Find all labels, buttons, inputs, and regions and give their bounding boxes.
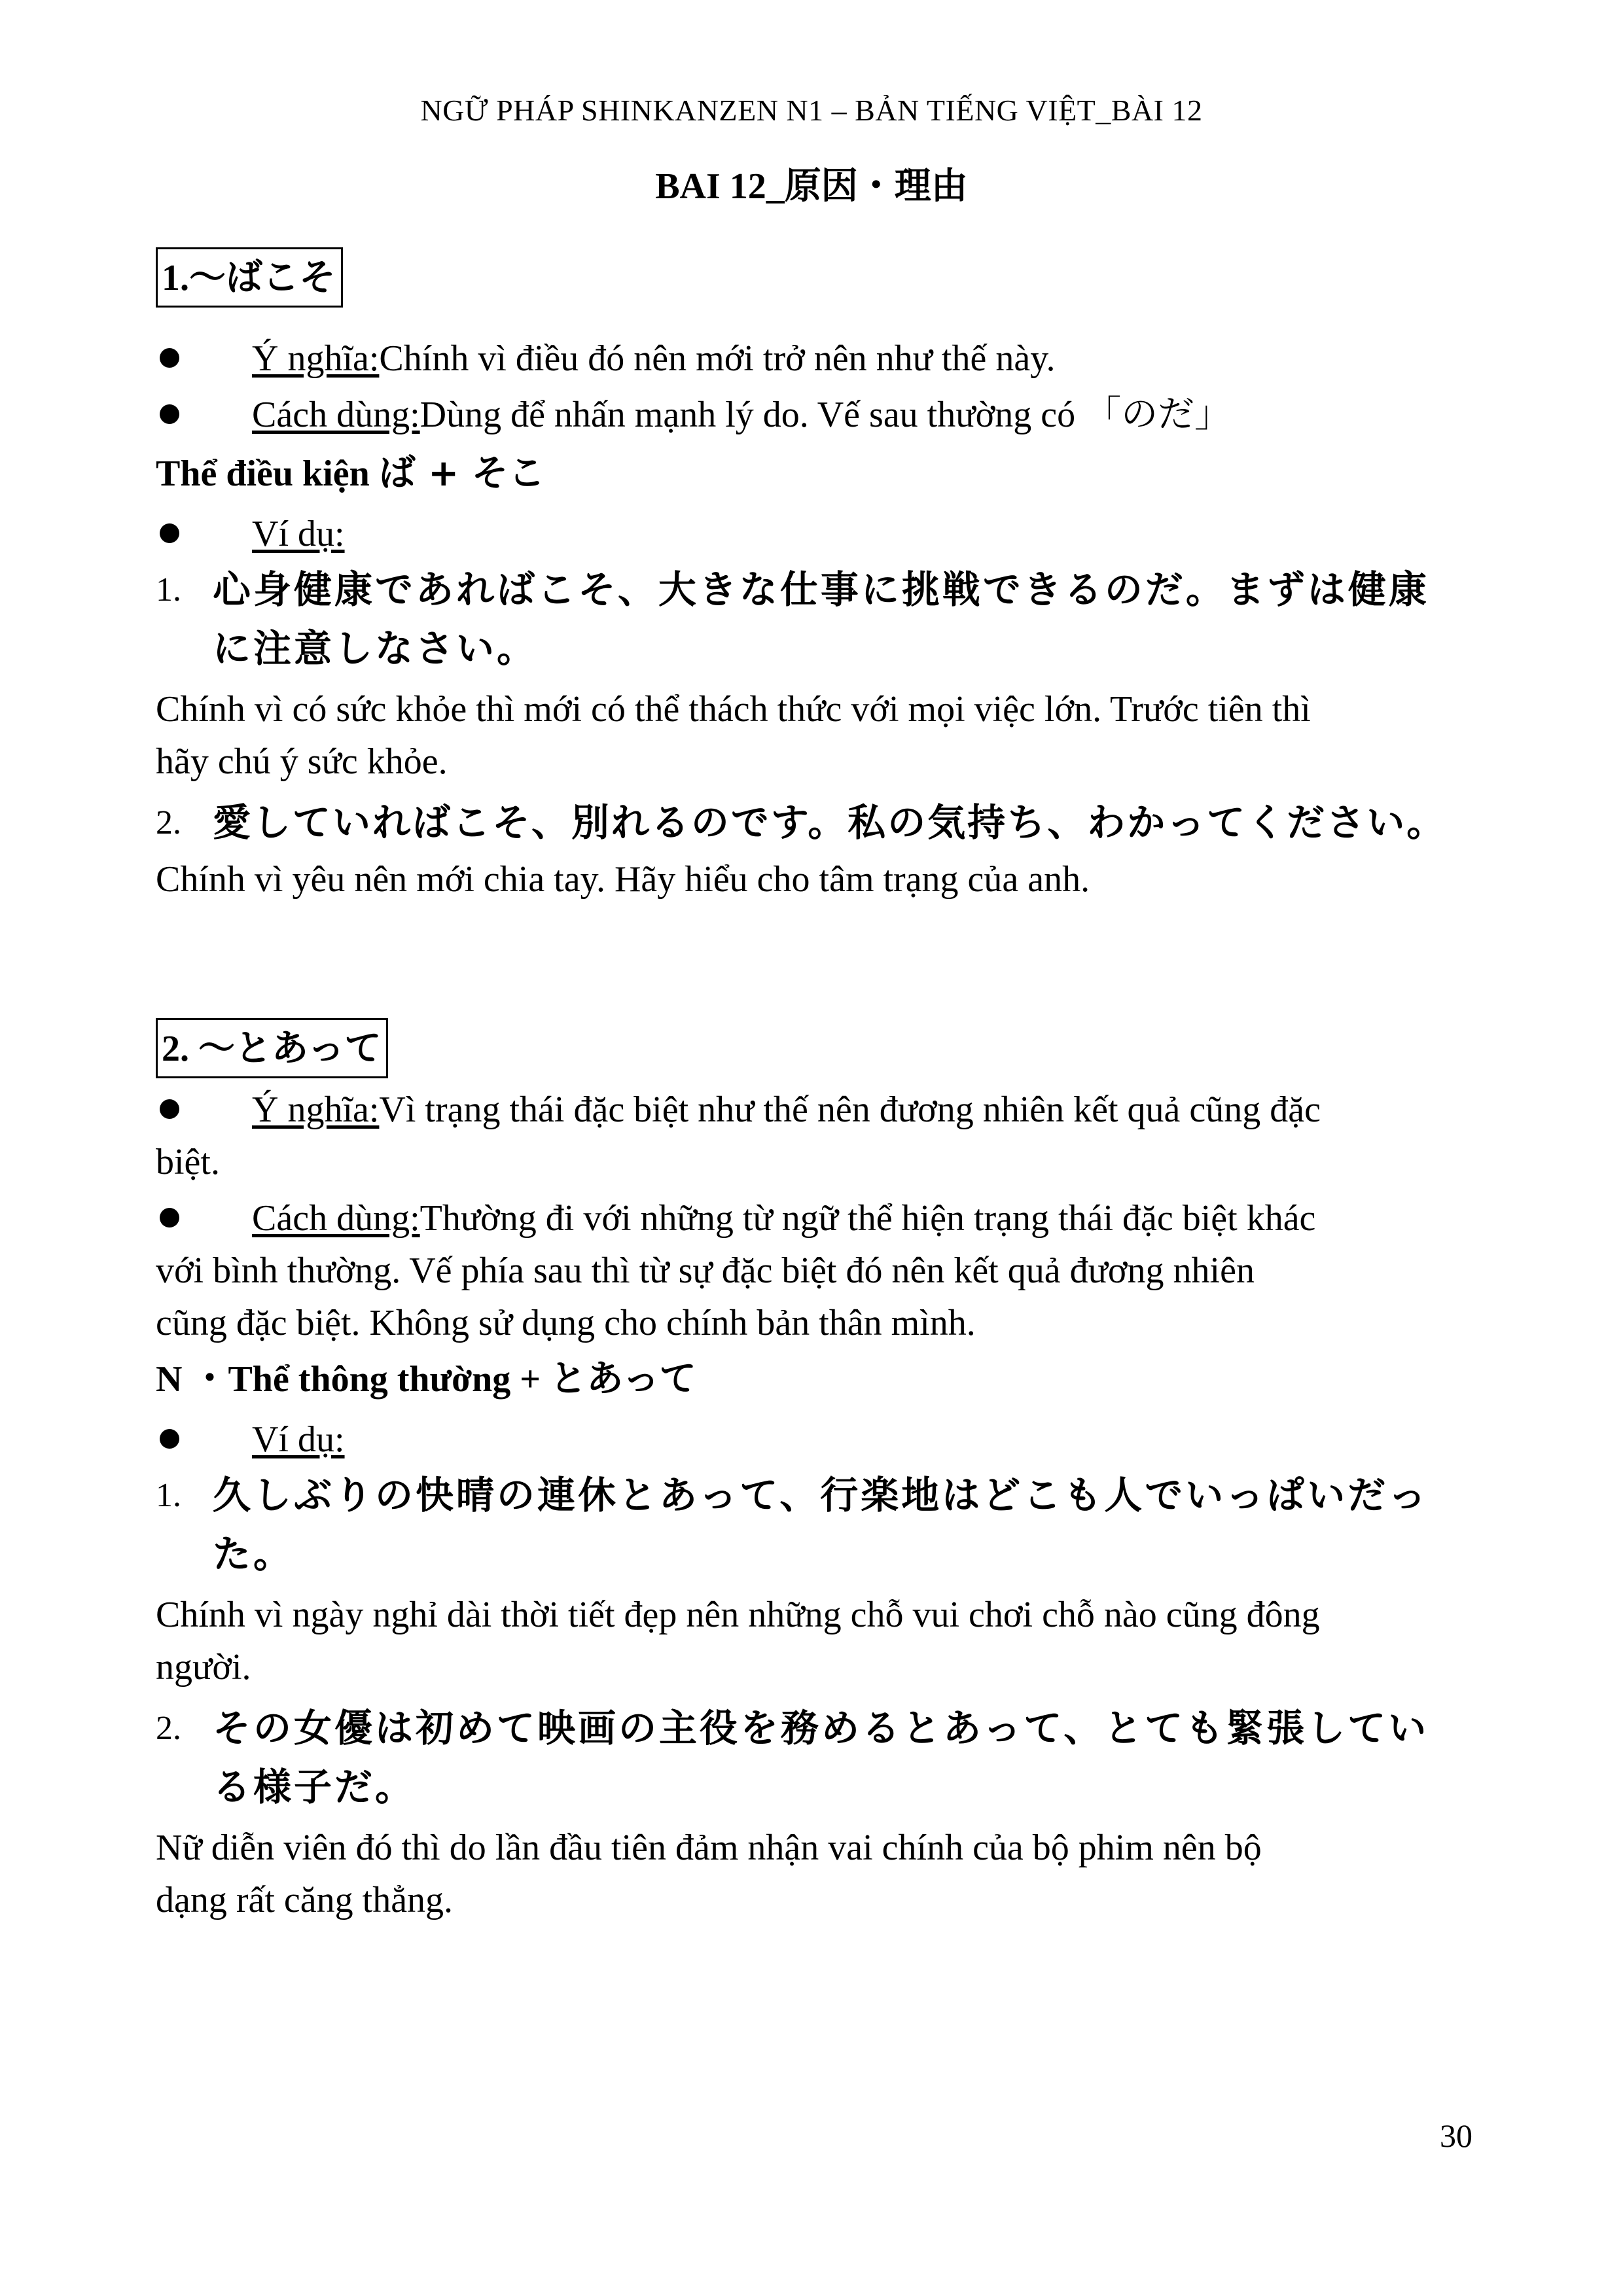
structure-jp: とあって: [550, 1358, 696, 1400]
bullet-icon: [160, 348, 179, 368]
example-jp: に注意しなさい。: [213, 626, 538, 671]
bullet-icon: [160, 1429, 179, 1449]
section1-heading: 1.～ばこそ: [156, 247, 343, 308]
section1-meaning: [252, 332, 1056, 385]
example-translation: Chính vì yêu nên mới chia tay. Hãy hiểu cho tâm trạng của anh.: [156, 859, 1090, 900]
running-header: NGỮ PHÁP SHINKANZEN N1 – BẢN TIẾNG VIỆT_BÀI 12: [420, 94, 1203, 127]
meaning-label: Ý nghĩa:: [252, 1089, 380, 1130]
page-number: 30: [1440, 2117, 1472, 2154]
structure-prefix: N ・Thể thông thường +: [156, 1359, 541, 1400]
example-jp: る様子だ。: [213, 1765, 416, 1809]
bullet-icon: [160, 1208, 179, 1227]
section2-meaning: [252, 1084, 1321, 1136]
section1-usage: [252, 389, 1231, 441]
usage-text: Thường đi với những từ ngữ thể hiện trạng thái đặc biệt khác: [419, 1198, 1316, 1239]
example-translation: hãy chú ý sức khỏe.: [156, 741, 448, 782]
bullet-icon: [160, 523, 179, 543]
usage-label: Cách dùng:: [252, 1198, 420, 1239]
example-translation: Chính vì có sức khỏe thì mới có thể thách thức với mọi việc lớn. Trước tiên thì: [156, 689, 1311, 730]
lesson-title: BAI 12_原因・理由: [655, 166, 968, 207]
section2-example-label: Ví dụ:: [252, 1419, 345, 1460]
example-number: 1.: [156, 1477, 181, 1514]
section1-example-label: Ví dụ:: [252, 514, 345, 554]
example-jp: た。: [213, 1532, 294, 1576]
section2-usage: [252, 1192, 1315, 1245]
example-translation: Chính vì ngày nghỉ dài thời tiết đẹp nên những chỗ vui chơi chỗ nào cũng đông: [156, 1595, 1320, 1635]
example-number: 1.: [156, 571, 181, 609]
usage-text: Dùng để nhấn mạnh lý do. Vế sau thường có 「のだ」: [419, 395, 1232, 435]
example-jp: 久しぶりの快晴の連休とあって、行楽地はどこも人でいっぱいだっ: [213, 1473, 1429, 1517]
example-jp: その女優は初めて映画の主役を務めるとあって、とても緊張してい: [213, 1706, 1429, 1750]
example-jp: 心身健康であればこそ、大きな仕事に挑戦できるのだ。まずは健康: [213, 567, 1429, 612]
example-translation: dạng rất căng thẳng.: [156, 1880, 454, 1920]
usage-label: Cách dùng:: [252, 395, 420, 435]
section2-usage-cont: cũng đặc biệt. Không sử dụng cho chính bản thân mình.: [156, 1303, 976, 1343]
example-number: 2.: [156, 804, 181, 841]
structure-prefix: Thể điều kiện: [156, 453, 370, 494]
example-translation: Nữ diễn viên đó thì do lần đầu tiên đảm nhận vai chính của bộ phim nên bộ: [156, 1828, 1262, 1868]
example-translation: người.: [156, 1647, 251, 1687]
example-number: 2.: [156, 1710, 181, 1747]
section2-usage-cont: với bình thường. Vế phía sau thì từ sự đặc biệt đó nên kết quả đương nhiên: [156, 1250, 1255, 1291]
section2-structure: [156, 1353, 696, 1405]
bullet-icon: [160, 1099, 179, 1119]
example-jp: 愛していればこそ、別れるのです。私の気持ち、わかってください。: [213, 800, 1447, 845]
meaning-label: Ý nghĩa:: [252, 338, 380, 379]
section2-meaning-cont: biệt.: [156, 1142, 220, 1182]
bullet-icon: [160, 404, 179, 424]
structure-jp: ば + そこ: [378, 452, 545, 495]
section2-heading: 2. ～とあって: [156, 1018, 388, 1078]
section1-structure: [156, 448, 545, 500]
meaning-text: Vì trạng thái đặc biệt như thế nên đương nhiên kết quả cũng đặc: [379, 1089, 1321, 1130]
meaning-text: Chính vì điều đó nên mới trở nên như thế này.: [379, 338, 1056, 379]
